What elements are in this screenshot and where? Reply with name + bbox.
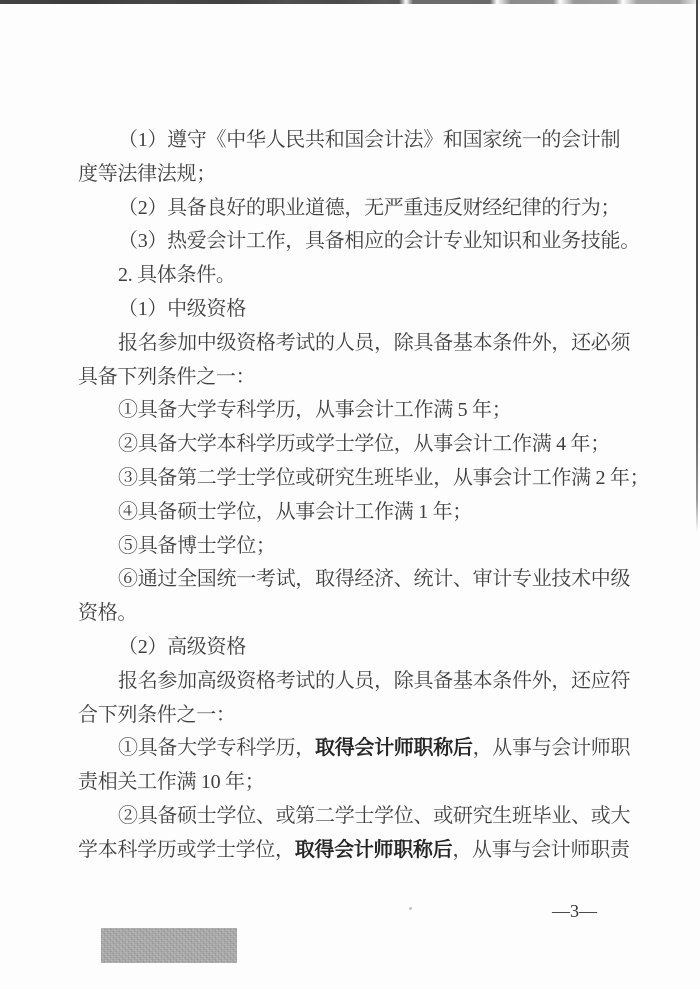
doc-line-segment: ，从事与会计师职责 (452, 838, 630, 861)
doc-line: 资格。 (78, 602, 138, 625)
doc-line-segment: ，从事与会计师职 (472, 737, 631, 760)
doc-line-segment: 学本科学历或学士学位， (78, 838, 295, 861)
scan-artifact-noise-block (101, 928, 237, 963)
scan-artifact-top-edge (0, 0, 700, 4)
doc-line: 报名参加中级资格考试的人员，除具备基本条件外，还必须 (118, 331, 631, 354)
doc-line (78, 732, 643, 766)
doc-line: ②具备硕士学位、或第二学士学位、或研究生班毕业、或大 (118, 804, 631, 827)
doc-line: 责相关工作满 10 年； (78, 771, 265, 794)
doc-line-bold-segment: 取得会计师职称后 (294, 838, 453, 861)
doc-line: 2. 具体条件。 (118, 264, 236, 287)
doc-line-bold-segment: 取得会计师职称后 (315, 737, 473, 760)
doc-line: （1）遵守《中华人民共和国会计法》和国家统一的会计制 (118, 129, 621, 151)
doc-line: （2）具备良好的职业道德，无严重违反财经纪律的行为； (118, 196, 621, 219)
doc-line: ⑥通过全国统一考试，取得经济、统计、审计专业技术中级 (118, 568, 631, 591)
doc-line: 报名参加高级资格考试的人员，除具备基本条件外，还应符 (118, 669, 631, 692)
document-body (78, 124, 650, 868)
doc-line: 具备下列条件之一： (78, 365, 256, 388)
doc-line: （3）热爱会计工作，具备相应的会计专业知识和业务技能。 (118, 230, 640, 253)
doc-line: （2）高级资格 (118, 635, 246, 658)
page-number: —3— (552, 901, 597, 921)
doc-line-segment: ①具备大学专科学历， (118, 737, 315, 760)
doc-line: ②具备大学本科学历或学士学位，从事会计工作满 4 年； (118, 433, 610, 456)
doc-line: ③具备第二学士学位或研究生班毕业，从事会计工作满 2 年； (118, 466, 650, 489)
doc-line: ①具备大学专科学历，从事会计工作满 5 年； (118, 399, 512, 422)
doc-line: ④具备硕士学位，从事会计工作满 1 年； (118, 500, 472, 523)
scan-artifact-right-edge (696, 0, 698, 532)
doc-line: 度等法律法规； (78, 162, 216, 185)
doc-line: ⑤具备博士学位； (118, 534, 276, 557)
doc-line: 合下列条件之一： (78, 703, 236, 726)
scan-speck (409, 907, 412, 910)
doc-line: （1）中级资格 (118, 297, 246, 320)
